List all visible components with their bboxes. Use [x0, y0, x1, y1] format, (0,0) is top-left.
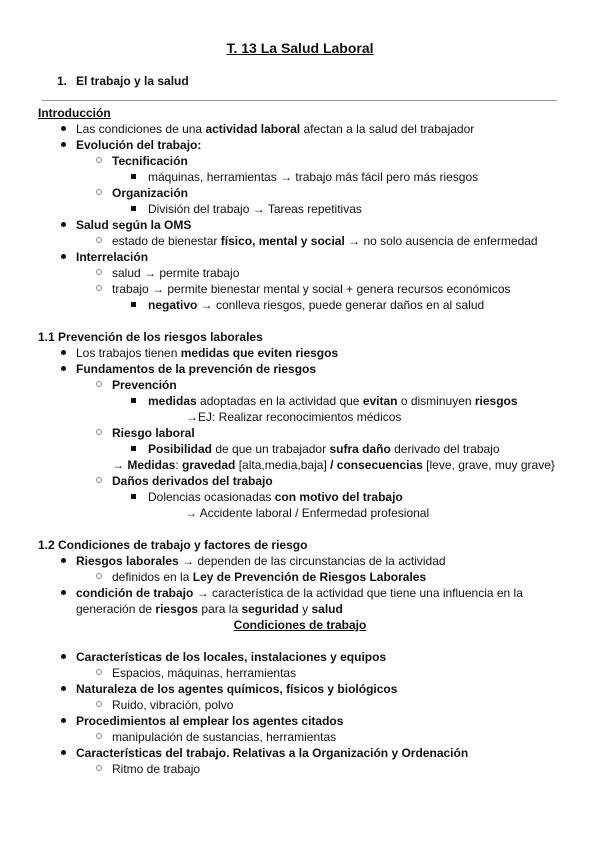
- circle-bullet-icon: [96, 265, 102, 281]
- text: manipulación de sustancias, herramientas: [112, 730, 337, 744]
- heading-number: 1.: [57, 74, 68, 88]
- bold-text: Prevención: [112, 378, 177, 392]
- bold-text: Características de los locales, instalaciones y equipos: [76, 650, 387, 664]
- text: → Accidente laboral / Enfermedad profesional: [185, 506, 430, 520]
- text: y: [298, 602, 312, 616]
- document-line: [112, 425, 195, 441]
- document-line: [76, 121, 474, 137]
- bold-text: Daños derivados del trabajo: [112, 474, 273, 488]
- circle-bullet-icon: [96, 729, 102, 745]
- document-line: [148, 393, 518, 409]
- square-bullet-icon: [131, 169, 136, 185]
- text: → dependen de las circunstancias de la actividad: [178, 554, 446, 568]
- document-line: [76, 681, 397, 697]
- circle-bullet-icon: [96, 281, 102, 297]
- document-line: [76, 649, 386, 665]
- bold-text: Riesgo laboral: [112, 426, 195, 440]
- horizontal-rule: [42, 100, 557, 101]
- bold-text: Tecnificación: [112, 154, 188, 168]
- text: generación de: [76, 602, 156, 616]
- bold-text: Características del trabajo. Relativas a la Organización y Ordenación: [76, 746, 469, 760]
- document-line: [112, 185, 188, 201]
- text: → conlleva riesgos, puede generar daños en al salud: [197, 298, 485, 312]
- bullet-icon: [61, 649, 66, 665]
- text: afectan a la salud del trabajador: [300, 122, 475, 136]
- bullet-icon: [61, 585, 66, 601]
- text: máquinas, herramientas → trabajo más fácil pero más riesgos: [148, 170, 479, 184]
- document-line: [148, 489, 403, 505]
- bold-text: riesgos: [474, 394, 518, 408]
- square-bullet-icon: [131, 441, 136, 457]
- heading-1: El trabajo y la salud: [76, 74, 189, 88]
- bold-text: Condiciones de trabajo: [233, 618, 367, 632]
- bullet-icon: [61, 745, 66, 761]
- document-line: [76, 345, 338, 361]
- circle-bullet-icon: [96, 761, 102, 777]
- bold-text: salud: [311, 602, 343, 616]
- bold-text: con motivo del trabajo: [274, 490, 403, 504]
- text: Espacios, máquinas, herramientas: [112, 666, 297, 680]
- circle-bullet-icon: [96, 569, 102, 585]
- text: Dolencias ocasionadas: [148, 490, 275, 504]
- circle-bullet-icon: [96, 665, 102, 681]
- document-line: [112, 697, 233, 713]
- document-line: [76, 745, 468, 761]
- bold-text: / consecuencias: [330, 458, 423, 472]
- bold-text: Riesgos laborales: [76, 554, 179, 568]
- bold-text: 1.1 Prevención de los riesgos laborales: [38, 330, 263, 344]
- text: → no solo ausencia de enfermedad: [344, 234, 538, 248]
- text: [alta,media,baja]: [235, 458, 331, 472]
- circle-bullet-icon: [96, 377, 102, 393]
- document-line: [0, 617, 600, 633]
- bold-text: gravedad: [182, 458, 236, 472]
- bullet-icon: [61, 681, 66, 697]
- document-line: [76, 713, 343, 729]
- bullet-icon: [61, 217, 66, 233]
- bold-text: Salud según la OMS: [76, 218, 192, 232]
- document-line: [186, 409, 401, 425]
- text: :: [175, 458, 183, 472]
- bold-text: Interrelación: [76, 250, 149, 264]
- document-title: T. 13 La Salud Laboral: [226, 40, 374, 56]
- bold-text: Posibilidad: [148, 442, 213, 456]
- bold-text: Procedimientos al emplear los agentes citados: [76, 714, 344, 728]
- square-bullet-icon: [131, 297, 136, 313]
- text: adoptadas en la actividad que: [196, 394, 363, 408]
- bullet-icon: [61, 137, 66, 153]
- document-line: [112, 569, 426, 585]
- square-bullet-icon: [131, 393, 136, 409]
- text: trabajo → permite bienestar mental y social + genera recursos económicos: [112, 282, 511, 296]
- document-line: [76, 249, 148, 265]
- text: derivado del trabajo: [390, 442, 500, 456]
- document-line: [76, 137, 201, 153]
- document-line: [38, 329, 263, 345]
- bold-text: 1.2 Condiciones de trabajo y factores de riesgo: [38, 538, 308, 552]
- document-line: [112, 729, 336, 745]
- document-line: [112, 457, 555, 473]
- document-line: [76, 585, 523, 601]
- bold-text: medidas que eviten riesgos: [180, 346, 339, 360]
- document-line: [112, 265, 239, 281]
- document-line: [112, 153, 188, 169]
- bullet-icon: [61, 713, 66, 729]
- document-line: [76, 361, 316, 377]
- document-line: [112, 377, 177, 393]
- document-line: [112, 281, 511, 297]
- square-bullet-icon: [131, 489, 136, 505]
- circle-bullet-icon: [96, 697, 102, 713]
- bold-text: Medidas: [127, 458, 176, 472]
- circle-bullet-icon: [96, 233, 102, 249]
- bullet-icon: [61, 345, 66, 361]
- text: Ruido, vibración, polvo: [112, 698, 234, 712]
- bold-text: Fundamentos de la prevención de riesgos: [76, 362, 317, 376]
- bold-text: condición de trabajo: [76, 586, 194, 600]
- bold-text: evitan: [362, 394, 398, 408]
- bold-text: Naturaleza de los agentes químicos, físicos y biológicos: [76, 682, 398, 696]
- bullet-icon: [61, 553, 66, 569]
- bold-text: Evolución del trabajo:: [76, 138, 202, 152]
- document-line: [148, 441, 500, 457]
- circle-bullet-icon: [96, 185, 102, 201]
- bold-text: seguridad: [241, 602, 299, 616]
- text: →EJ: Realizar reconocimientos médicos: [186, 410, 402, 424]
- text: salud → permite trabajo: [112, 266, 240, 280]
- text: → característica de la actividad que tiene una influencia en la: [193, 586, 523, 600]
- text: Ritmo de trabajo: [112, 762, 201, 776]
- bullet-icon: [61, 121, 66, 137]
- circle-bullet-icon: [96, 473, 102, 489]
- document-line: [76, 217, 191, 233]
- document-line: [112, 233, 538, 249]
- text: o disminuyen: [397, 394, 475, 408]
- bold-text: negativo: [148, 298, 198, 312]
- bold-text: actividad laboral: [205, 122, 301, 136]
- bullet-icon: [61, 249, 66, 265]
- document-line: [76, 553, 446, 569]
- bullet-icon: [61, 361, 66, 377]
- bold-text: medidas: [148, 394, 197, 408]
- document-line: [148, 297, 484, 313]
- text: para la: [198, 602, 242, 616]
- circle-bullet-icon: [96, 153, 102, 169]
- text: estado de bienestar: [112, 234, 221, 248]
- circle-bullet-icon: [96, 425, 102, 441]
- document-line: [112, 473, 273, 489]
- bold-text: Introducción: [38, 106, 111, 120]
- text: [leve, grave, muy grave}: [422, 458, 555, 472]
- bold-text: físico, mental y social: [220, 234, 345, 248]
- text: Las condiciones de una: [76, 122, 206, 136]
- document-line: [112, 665, 296, 681]
- document-line: [148, 169, 478, 185]
- text: División del trabajo → Tareas repetitivas: [148, 202, 362, 216]
- document-line: [76, 601, 343, 617]
- text: Los trabajos tienen: [76, 346, 181, 360]
- document-line: [38, 105, 111, 121]
- square-bullet-icon: [131, 201, 136, 217]
- bold-text: Ley de Prevención de Riesgos Laborales: [192, 570, 427, 584]
- text: definidos en la: [112, 570, 193, 584]
- bold-text: riesgos: [155, 602, 199, 616]
- document-line: [38, 537, 307, 553]
- document-line: [112, 761, 200, 777]
- document-line: [148, 201, 362, 217]
- text: de que un trabajador: [212, 442, 330, 456]
- document-line: [185, 505, 429, 521]
- bold-text: Organización: [112, 186, 189, 200]
- text: →: [112, 458, 128, 472]
- bold-text: sufra daño: [329, 442, 391, 456]
